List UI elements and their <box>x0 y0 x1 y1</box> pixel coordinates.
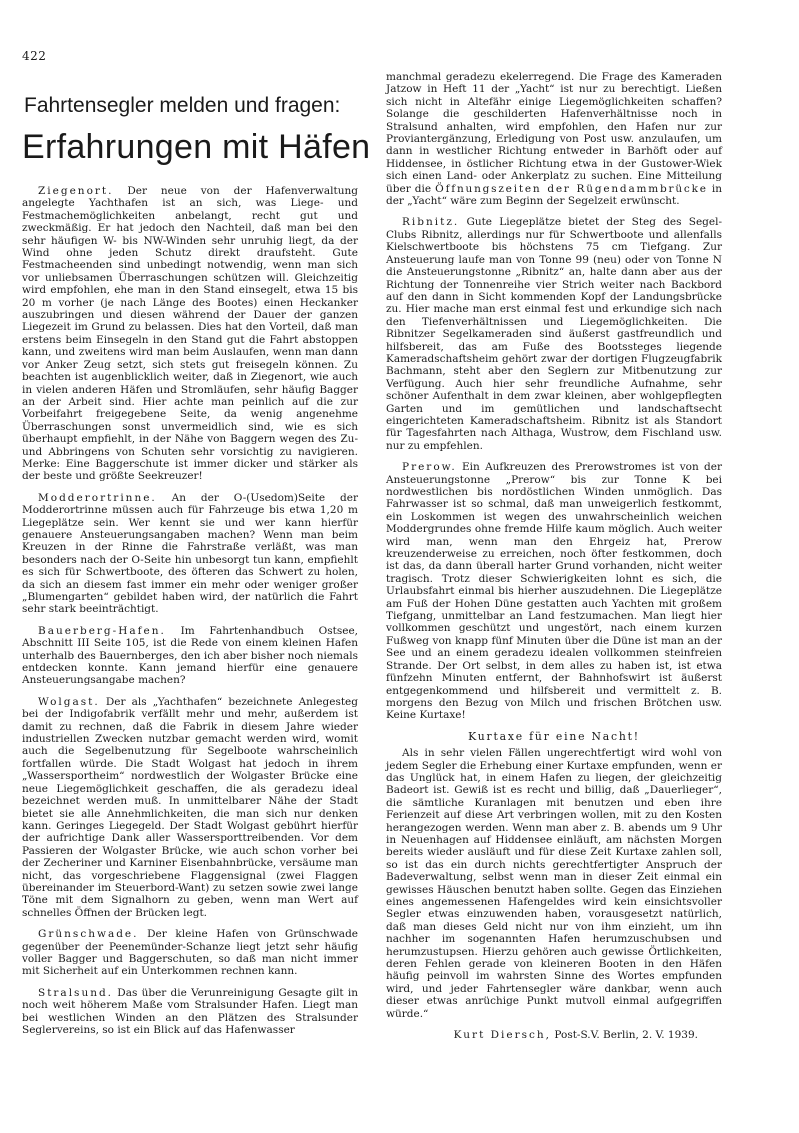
section-gruenschwade <box>22 928 358 978</box>
place-name: Modderortrinne. <box>38 491 157 504</box>
article-headline: Erfahrungen mit Häfen <box>22 128 371 166</box>
section-kurtaxe <box>386 747 722 1020</box>
section-text: Das über die Verunreinigung Gesagte gilt in noch weit höherem Maße vom Stralsunder Hafen. Liegt man bei westlichen Winden an den Plätzen des Stralsunder Seglervereins, so ist ein Blick auf das Hafenwasser <box>22 986 359 1036</box>
page-number: 422 <box>22 49 47 63</box>
section-ziegenort <box>22 185 358 483</box>
left-column <box>22 71 371 1045</box>
section-modderortrinne <box>22 492 358 616</box>
place-name: Stralsund. <box>38 986 114 999</box>
right-column <box>386 71 722 1041</box>
section-text: Als in sehr vielen Fällen ungerechtfertigt wird wohl von jedem Segler die Erhebung einer Kurtaxe empfunden, wenn er das Unglück hat, in einem Hafen zu liegen, der gleichzeitig Badeort ist. Gewiß ist es recht und billig, daß „Dauerlieger“, die sämtliche Kuranlagen mit benutzen und eben ihre Ferienzeit auf diese Art verbringen wollen, mit zu den Kosten herangezogen werden. Wenn man aber z. B. abends um 9 Uhr in Neuenhagen auf Hiddensee einläuft, am nächsten Morgen bereits wieder ausläuft und für diese Zeit Kurtaxe zahlen soll, so ist das ein durch nichts gerechtfertigter Anspruch der Badeverwaltung, selbst wenn man in dieser Zeit einmal ein gewisses Häuschen benutzt haben sollte. Gegen das Einziehen eines angemessenen Hafengeldes wird kein einsichtsvoller Segler etwas einzuwenden haben, vorausgesetzt natürlich, daß man dieses Geld nicht nur von ihm einzieht, um ihn nachher im sogenannten Hafen herumzuschubsen und herumzustupsen. Hierzu gehören auch gewisse Örtlichkeiten, deren Fehlen gerade von kleineren Booten in den Häfen häufig peinvoll im wahrsten Sinne des Wortes empfunden wird, und jeder Fahrtensegler wäre dankbar, wenn auch dieser etwas anrüchige Punkt mutvoll einmal aufgegriffen würde.“ <box>386 747 722 1020</box>
section-text: Gute Liegeplätze bietet der Steg des Segel-Clubs Ribnitz, allerdings nur für Schwertboote und allenfalls Kielschwertboote bis höchstens 75 cm Tiefgang. Zur Ansteuerung laufe man von Tonne 99 (neu) oder von Tonne N die Ansteuerungstonne „Ribnitz“ an, halte dann aber aus der Richtung der Tonnenreihe vier Strich weiter nach Backbord auf den dann in Sicht kommenden Kopf der Landungsbrücke zu. Hier mache man erst einmal fest und erkundige sich nach den Tiefenverhältnissen und Liegemöglichkeiten. Die Ribnitzer Segelkameraden sind äußerst gastfreundlich und hilfsbereit, das am Fuße des Bootssteges liegende Kameradschaftsheim gehört zwar der dortigen Flugzeugfabrik Bachmann, steht aber den Seglern zur Mitbenutzung zur Verfügung. Auch hier sehr freundliche Aufnahme, sehr schöner Aufenthalt in dem zwar kleinen, aber wohlgepflegten Garten und im gemütlichen und landschaftsecht eingerichteten Kameradschaftsheim. Ribnitz ist als Standort für Tagesfahrten nach Althaga, Wustrow, dem Fischland usw. nur zu empfehlen. <box>386 216 722 452</box>
highlighted-phrase: Öffnungszeiten der Rügendammbrücke <box>435 182 708 195</box>
section-text: An der O-(Usedom)Seite der Modderortrinne müssen auch für Fahrzeuge bis etwa 1,20 m Liegeplätze sein. Wer kennt sie und wer kann hierfür genauere Ansteuerungsangaben machen? Wenn man beim Kreuzen in der Rinne die Fahrstraße verläßt, was man besonders nach der O-Seite hin unbesorgt tun kann, empfiehlt es sich für Schwertboote, des öfteren das Schwert zu holen, da sich an diesem fast immer ein mehr oder weniger großer „Blumengarten“ gebildet haben wird, der natürlich die Fahrt sehr stark beeinträchtigt. <box>22 491 358 616</box>
place-name: Grünschwade. <box>38 928 139 941</box>
section-text: manchmal geradezu ekelerregend. Die Frage des Kameraden Jatzow in Heft 11 der „Yacht“ ist nur zu berechtigt. Ließen sich nicht in Altefähr einige Liegemöglichkeiten schaffen? Solange die geschilderten Hafenverhältnisse noch in Stralsund anhalten, wird empfohlen, den Hafen nur zur Proviantergänzung, Erledigung von Post usw. anzulaufen, um dann in westlicher Richtung entweder in Barhöft oder auf Hiddensee, in östlicher Richtung etwa in der Gustower-Wiek sich einen Land- oder Ankerplatz zu suchen. Eine Mitteilung über die <box>386 71 722 195</box>
author-name: Kurt Diersch, <box>453 1029 552 1042</box>
kurtaxe-heading: Kurtaxe für eine Nacht! <box>468 729 640 743</box>
place-name: Ziegenort. <box>38 185 114 197</box>
section-text: Der als „Yachthafen“ bezeichnete Anlegesteg bei der Indigofabrik verfällt mehr und mehr, außerdem ist damit zu rechnen, daß die Fabrik in diesem Jahre wieder industriellen Zwecken nutzbar gemacht werden wird, womit auch die Segelbenutzung für Segelboote wahrscheinlich fortfallen würde. Die Stadt Wolgast hat jedoch in ihrem „Wassersportheim“ nordwestlich der Wolgaster Brücke eine neue Liegemöglichkeit geschaffen, die als geradezu ideal bezeichnet werden muß. In unmittelbarer Nähe der Stadt bietet sie alle Annehmlichkeiten, die man sich nur denken kann. Geringes Liegegeld. Der Stadt Wolgast gebührt hierfür der aufrichtige Dank aller Wassersporttreibenden. Vor dem Passieren der Wolgaster Brücke, wie auch schon vorher bei der Zecheriner und Karniner Eisenbahnbrücke, versäume man nicht, das vorgeschriebene Flaggensignal (zwei Flaggen übereinander im Steuerbord-Want) zu setzen sowie zwei lange Töne mit dem Signalhorn zu geben, wenn man Wert auf schnelles Öffnen der Brücken legt. <box>22 695 358 919</box>
section-wolgast <box>22 696 358 919</box>
section-bauerberg-hafen <box>22 625 358 687</box>
section-stralsund <box>22 987 358 1037</box>
section-text: Im Fahrtenhandbuch Ostsee, Abschnitt III Seite 105, ist die Rede von einem kleinen Hafen unterhalb des Bauernberges, den ich aber bisher noch niemals entdecken konnte. Kann jemand hierfür eine genauere Ansteuerungsangabe machen? <box>22 624 359 687</box>
section-ribnitz <box>386 216 722 452</box>
signature <box>386 1029 722 1041</box>
place-name: Ribnitz. <box>402 216 460 229</box>
place-name: Prerow. <box>402 461 457 474</box>
place-name: Bauerberg-Hafen. <box>38 624 166 637</box>
author-affiliation: Post-S.V. Berlin, 2. V. 1939. <box>554 1029 698 1042</box>
section-stralsund-continued <box>386 71 722 207</box>
section-text: in der „Yacht“ wäre zum Beginn der Segelzeit erwünscht. <box>386 182 722 208</box>
section-text: Ein Aufkreuzen des Prerowstromes ist von der Ansteuerungstonne „Prerow“ bis zur Tonne K bei nordwestlichen bis nordöstlichen Winden unmöglich. Das Fahrwasser ist so schmal, daß man unweigerlich festkommt, ein Loskommen ist wegen des unwahrscheinlich weichen Moddergrundes ohne fremde Hilfe kaum möglich. Auch weiter wird man, wenn man den Ehrgeiz hat, Prerow kreuzenderweise zu erreichen, noch öfter festkommen, doch ist das, da dann überall harter Grund vorhanden, nicht weiter tragisch. Trotz dieser Schwierigkeiten lohnt es sich, die Urlaubsfahrt einmal bis hierher auszudehnen. Die Liegeplätze am Fuß der Hohen Düne gestatten auch Yachten mit großem Tiefgang, unmittelbar an Land festzumachen. Man liegt hier vollkommen geschützt und ungestört, nach einem kurzen Fußweg von knapp fünf Minuten über die Düne ist man an der See und an einem geradezu idealen vollkommen steinfreien Strande. Der Ort selbst, in dem alles zu haben ist, ist etwa fünfzehn Minuten entfernt, der Bahnhofswirt ist äußerst entgegenkommend und hilfsbereit und vermittelt z. B. morgens den Bezug von Milch und frischen Brötchen usw. Keine Kurtaxe! <box>386 461 722 722</box>
article-kicker: Fahrtensegler melden und fragen: <box>24 94 341 117</box>
section-text: Der neue von der Hafenverwaltung angelegte Yachthafen ist an sich, was Liege- und Festmachemöglichkeiten anbelangt, recht gut und zweckmäßig. Er hat jedoch den Nachteil, daß man bei den sehr häufigen W- bis NW-Winden sehr unruhig liegt, da der Wind ohne jeden Schutz direkt draufsteht. Gute Festmacheenden sind unbedingt notwendig, wenn man sich vor unliebsamen Überraschungen schützen will. Gleichzeitig wird empfohlen, ehe man in den Stand einsegelt, etwa 15 bis 20 m vorher (je nach Länge des Bootes) einen Heckanker auszubringen und diesen während der Dauer der ganzen Liegezeit im Grund zu belassen. Dies hat den Vorteil, daß man erstens beim Einsegeln in den Stand gut die Fahrt abstoppen kann, und zweitens wird man beim Auslaufen, wenn man dann vor Anker Zeug setzt, sich stets gut freisegeln können. Zu beachten ist augenblicklich weiter, daß in Ziegenort, wie auch in vielen anderen Häfen und Stromläufen, sehr häufig Bagger an der Arbeit sind. Hier achte man peinlich auf die zur Vorbeifahrt freigegebene Seite, da wenig angenehme Überraschungen sonst unvermeidlich sind, wie es sich überhaupt empfiehlt, in der Nähe von Baggern wegen des Zu- und Abbringens von Schuten sehr vorsichtig zu navigieren. Merke: Eine Baggerschute ist immer dicker und stärker als der beste und größte Seekreuzer! <box>22 185 358 483</box>
section-text: Der kleine Hafen von Grünschwade gegenüber der Peenemünder-Schanze liegt jetzt sehr häufig voller Bagger und Baggerschuten, so daß man nicht immer mit Sicherheit auf ein Unterkommen rechnen kann. <box>22 928 359 978</box>
place-name: Wolgast. <box>38 695 100 708</box>
section-prerow <box>386 461 722 722</box>
